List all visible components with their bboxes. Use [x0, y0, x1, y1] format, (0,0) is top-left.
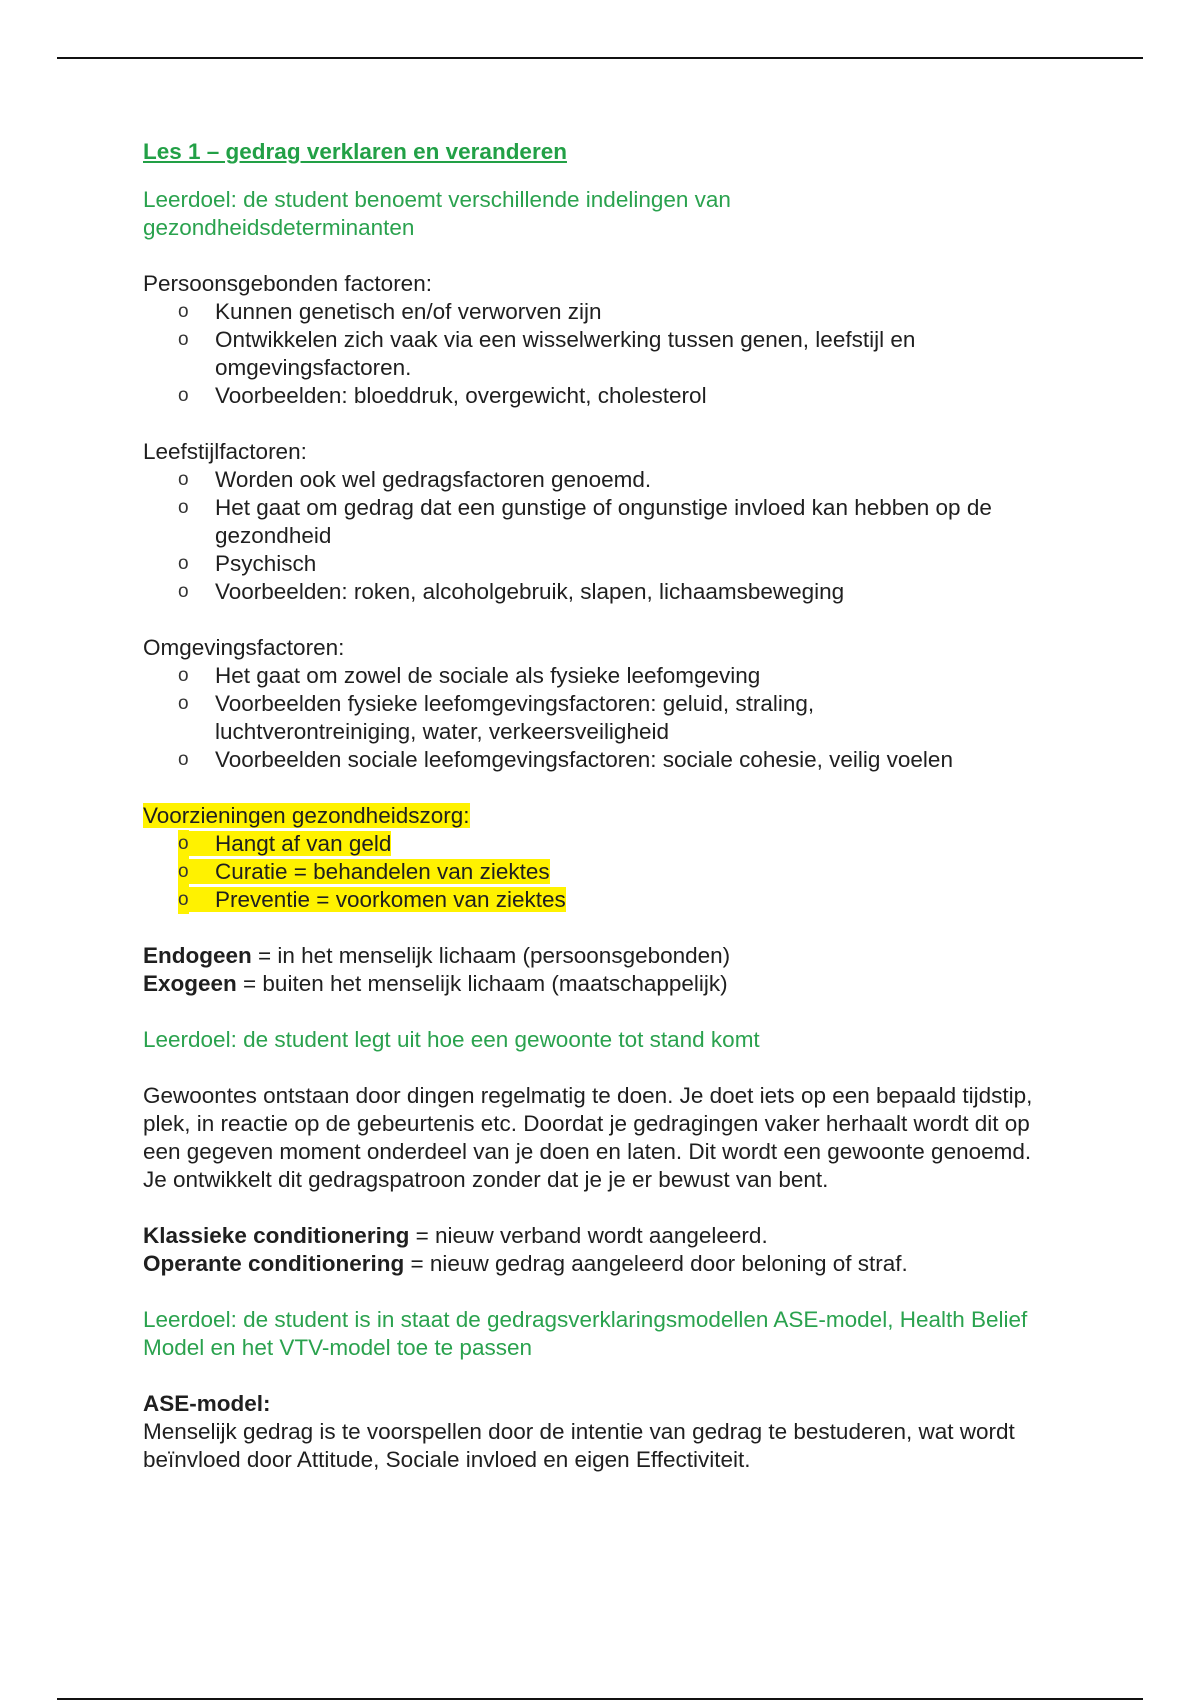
list-item: o Het gaat om gedrag dat een gunstige of ongunstige invloed kan hebben op de gezondheid	[178, 495, 992, 548]
list-item: o Voorbeelden: roken, alcoholgebruik, slapen, lichaamsbeweging	[178, 579, 845, 604]
bullet-list	[143, 830, 1103, 914]
section-persoonsgebonden	[143, 270, 1103, 410]
definition-endogeen: Endogeen = in het menselijk lichaam (persoonsgebonden)	[143, 943, 731, 968]
list-item: o Ontwikkelen zich vaak via een wisselwerking tussen genen, leefstijl en omgevingsfactoren.	[178, 327, 916, 380]
circle-bullet-icon: o	[178, 469, 189, 490]
bullet-list	[143, 662, 1103, 774]
gewoonte-paragraph: Gewoontes ontstaan door dingen regelmatig te doen. Je doet iets op een bepaald tijdstip, plek, in reactie op de gebeurtenis etc. Doordat je gedragingen vaker herhaalt wordt dit op een gegeven moment onderdeel van je doen en laten. Dit wordt een gewoonte genoemd. Je ontwikkelt dit gedragspatroon zonder dat je je er bewust van bent.	[143, 1083, 1033, 1192]
list-item: o Voorbeelden fysieke leefomgevingsfactoren: geluid, straling, luchtverontreiniging, water, verkeersveiligheid	[178, 691, 815, 744]
circle-bullet-icon: o	[178, 665, 189, 686]
circle-bullet-icon: o	[178, 693, 189, 714]
list-item: o Voorbeelden: bloeddruk, overgewicht, cholesterol	[178, 383, 707, 408]
circle-bullet-icon: o	[178, 497, 189, 518]
page-title: Les 1 – gedrag verklaren en veranderen	[143, 139, 567, 164]
section-leefstijl	[143, 438, 1103, 606]
list-item: o Kunnen genetisch en/of verworven zijn	[178, 299, 602, 324]
list-item: o Psychisch	[178, 551, 317, 576]
circle-bullet-icon: o	[178, 858, 189, 886]
list-item: o Preventie = voorkomen van ziektes	[178, 887, 566, 912]
section-gezondheidszorg	[143, 802, 1103, 914]
circle-bullet-icon: o	[178, 886, 189, 914]
learning-goal-1: Leerdoel: de student benoemt verschillende indelingen van gezondheidsdeterminanten	[143, 187, 731, 240]
list-item: o Voorbeelden sociale leefomgevingsfactoren: sociale cohesie, veilig voelen	[178, 747, 953, 772]
highlighted-heading: Voorzieningen gezondheidszorg:	[143, 803, 470, 828]
definition-operant: Operante conditionering = nieuw gedrag aangeleerd door beloning of straf.	[143, 1251, 908, 1276]
top-rule	[57, 57, 1143, 59]
list-item: o Curatie = behandelen van ziektes	[178, 859, 550, 884]
circle-bullet-icon: o	[178, 749, 189, 770]
section-ase-model	[143, 1390, 1103, 1474]
section-heading: Persoonsgebonden factoren:	[143, 271, 432, 296]
section-omgeving	[143, 634, 1103, 774]
ase-text: Menselijk gedrag is te voorspellen door de intentie van gedrag te bestuderen, wat wordt beïnvloed door Attitude, Sociale invloed en eigen Effectiviteit.	[143, 1419, 1015, 1472]
list-item: o Hangt af van geld	[178, 831, 392, 856]
definitions-conditionering	[143, 1222, 1103, 1278]
section-heading: ASE-model:	[143, 1391, 271, 1416]
section-heading	[143, 802, 1103, 830]
learning-goal-3: Leerdoel: de student is in staat de gedragsverklaringsmodellen ASE-model, Health Belief Model en het VTV-model toe te passen	[143, 1307, 1028, 1360]
learning-goal-2: Leerdoel: de student legt uit hoe een gewoonte tot stand komt	[143, 1027, 760, 1052]
list-item: o Het gaat om zowel de sociale als fysieke leefomgeving	[178, 663, 761, 688]
bullet-list	[143, 298, 1103, 410]
circle-bullet-icon: o	[178, 553, 189, 574]
circle-bullet-icon: o	[178, 329, 189, 350]
section-heading: Omgevingsfactoren:	[143, 635, 345, 660]
circle-bullet-icon: o	[178, 385, 189, 406]
circle-bullet-icon: o	[178, 830, 189, 858]
circle-bullet-icon: o	[178, 301, 189, 322]
definition-exogeen: Exogeen = buiten het menselijk lichaam (maatschappelijk)	[143, 971, 728, 996]
definition-klassiek: Klassieke conditionering = nieuw verband wordt aangeleerd.	[143, 1223, 768, 1248]
bullet-list	[143, 466, 1103, 606]
list-item: o Worden ook wel gedragsfactoren genoemd.	[178, 467, 652, 492]
definitions-endo-exo	[143, 942, 1103, 998]
circle-bullet-icon: o	[178, 581, 189, 602]
document-page	[143, 138, 1103, 1502]
section-heading: Leefstijlfactoren:	[143, 439, 307, 464]
